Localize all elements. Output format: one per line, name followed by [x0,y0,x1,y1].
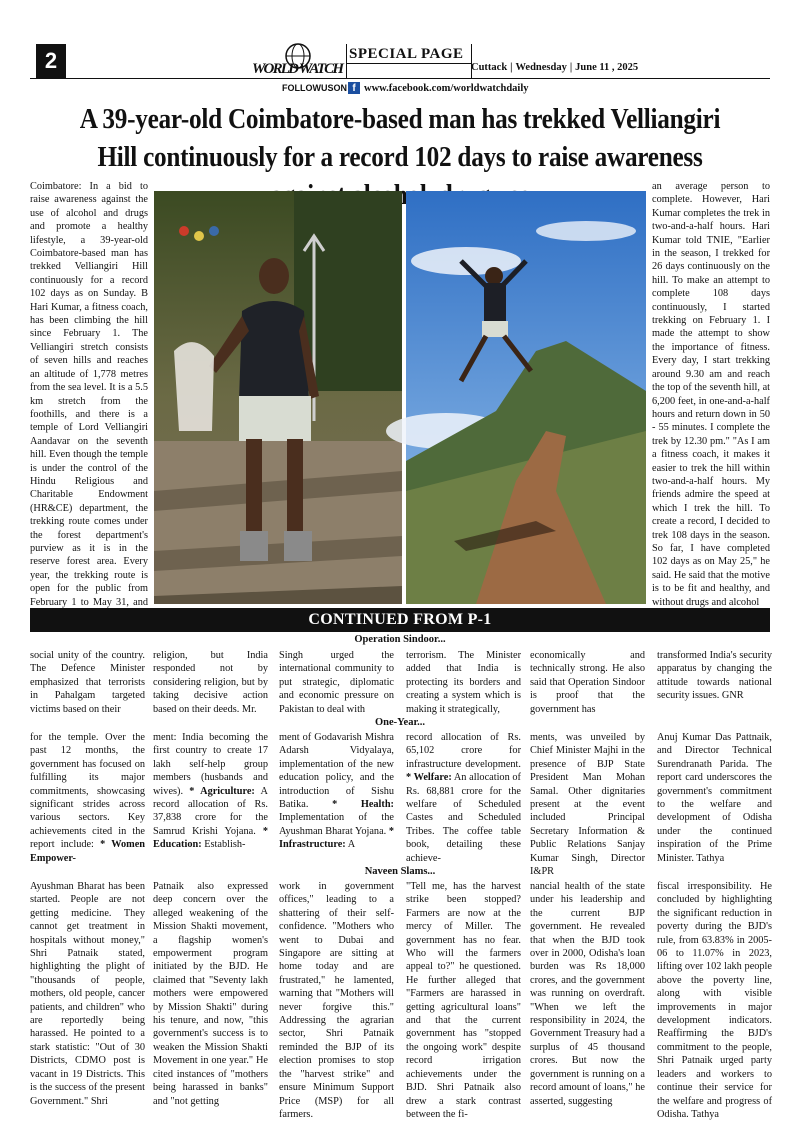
naveen-column-5: nancial health of the state under his leadership and the current BJP government. He revealed that when the BJD took over in 2000, Odisha's loan burden was Rs 18,000 crores, and the government was running on overdraft. "When we left the responsibility in 2024, the Government Treasury had a surplus of 45 thousand crores. But now the government is running on a record amount of loans," he asserted, suggesting [530,881,645,1107]
naveen-column-1: Ayushman Bharat has been started. People are not getting medicine. They cannot get treatment in hospitals without money," Shri Patnaik stated, highlighting the plight of "thousands of people, mothers, old people, cancer patients, and children" who are reportedly being harassed. He pointed to a stark statistic: "Out of 30 Districts, CDMO post is vacant in 19 Districts. This is the success of the present Government." Shri [30,881,145,1107]
one-year-col2-c: Establish- [201,839,246,851]
page-number: 2 [36,44,66,78]
continued-banner: CONTINUED FROM P-1 [30,608,770,632]
one-year-column-5: ments, was unveiled by Chief Minister Majhi in the presence of BJP State President Man Mohan Samal. Other dignitaries present at the event included Principal Secretary Information & Public Relations Sanjay Kumar Singh, Director I&PR [530,732,645,878]
one-year-col1-text: for the temple. Over the past 12 months, the government has focused on fulfilling its major commitments, showcasing significant strides across various sectors. Key achievements cited in the report include: [30,732,145,851]
one-year-col3-c: A [345,839,356,851]
one-year-col2-c-bold: * Education: [153,825,268,851]
operation-sindoor-column-1: social unity of the country. The Defence Minister emphasized that terrorists in Pahalgam targeted victims based on their [30,650,145,715]
masthead-rule [30,78,770,79]
one-year-column-1 [30,731,145,869]
operation-sindoor-column-3: Singh urged the international community to put strategic, diplomatic and economic pressure on Pakistan to deal with [279,650,394,715]
jumping-trekker-photo [406,191,646,604]
dateline-weekday: Wednesday [515,62,567,73]
naveen-column-3: work in government offices," leading to a shattering of their self-confidence. "Mothers who went to Dubai and Singapore are sitting at home today and are frustrated," he lamented, warning that "Mothers will never forgive this." Addressing the agrarian sector, Shri Patnaik reminded the BJP of its election promises to stop the "harvest strike" and ensure Minimum Support Price (MSP) for all farmers. [279,881,394,1120]
one-year-col1-bold: * Women Empower- [30,839,145,864]
svg-text:WORLD WATCH: WORLD WATCH [252,61,344,77]
one-year-col2-a: ment: India becoming the first country to create 17 lakh self-help group members (husbands and wives). [153,732,268,797]
one-year-col2-b: A record allocation of Rs. 37,838 crore for the Samrud Krishi Yojana. [153,785,268,837]
one-year-col4-c: The coffee table book, detailing these achieve- [406,825,522,864]
operation-sindoor-column-2: religion, but India responded not by considering religion, but by taking decisive action based on their deeds. Mr. [153,650,268,715]
one-year-col3-b: Implementation of the Ayushman Bharat Yojana. [279,812,394,837]
facebook-url[interactable]: www.facebook.com/worldwatchdaily [364,82,529,94]
dateline-date: June 11 , 2025 [575,62,639,73]
masthead-divider [346,44,347,78]
naveen-slams-title: Naveen Slams... [364,866,436,877]
one-year-col4-b-bold: * Welfare: [406,772,452,784]
one-year-column-6: Anuj Kumar Das Pattnaik, and Director Technical Surendranath Parida. The report card underscores the government's commitment to the welfare and development of Odisha under the continued inspiration of the Prime Minister. Tathya [657,732,772,864]
dateline: Cuttack | Wednesday | June 11 , 2025 [471,62,639,73]
one-year-column-3 [279,731,394,869]
operation-sindoor-column-4: terrorism. The Minister added that India is protecting its borders and creating a system which is making it strategically, [406,650,521,715]
one-year-column-4 [406,731,521,869]
one-year-col4-a: record allocation of Rs. 65,102 crore for infrastructure development. [406,732,521,770]
one-year-col2-b-bold: * Agriculture: [189,785,255,797]
lead-story-column-2: an average person to complete. However, Hari Kumar completes the trek in two-and-a-half hours. Hari Kumar told TNIE, "Earlier in the season, I trekked for 26 days continuously on the hill. To make an attempt to complete 108 days continuously, I started trekking on February 1. I made the attempt to show the importance of fitness. Every day, I start trekking around 9.30 am and reach the top of the seventh hill, at 6,200 feet, in one-and-a-half hours and return down in 50 - 55 minutes. I complete the trek by 12.30 pm." "As I am a fitness coach, it makes it easier to trek the hill within two-and-a-half hours. My friends admire the speed at which I trek the hill. To create a record, I decided to trek 108 days in the season. So far, I have completed 102 days as on May 25," he said. He said that the motive is to be fit and healthy, and without drugs and alcohol [652,181,770,608]
section-name: SPECIAL PAGE [349,46,464,62]
masthead-rule [346,63,471,64]
one-year-column-2 [153,731,268,869]
naveen-column-6: fiscal irresponsibility. He concluded by highlighting the significant reduction in poverty during the BJD's rule, from 63.83% in 2005-06 to 11.07% in 2023, lifting over 102 lakh people above the poverty line, along with visible improvements in major development indicators. Reaffirming the BJD's commitment to the people, Shri Patnaik urged party leaders and workers to continue their service for the welfare and progress of Odisha. Tathya [657,881,772,1120]
page-headline: A 39-year-old Coimbatore-based man has trekked Velliangiri Hill continuously for a record 102 days to raise awareness [79,103,721,173]
social-follow [282,82,529,94]
one-year-title: One-Year... [374,717,426,728]
operation-sindoor-column-5: economically and technically strong. He also said that Operation Sindoor is proof that the government has [530,650,645,715]
one-year-col3-b-bold: * Health: [332,799,394,811]
one-year-col3-a: ment of Godavarish Mishra Adarsh Vidyalaya, implementation of the new education policy, and the introduction of Sishu Batika. [279,732,394,811]
facebook-icon: f [348,82,360,94]
naveen-column-4: "Tell me, has the harvest strike been stopped? Farmers are now at the mercy of Miller. The government has no fear. Who will the farmers appeal to?" he questioned. He further alleged that "Farmers are harassed in getting agricultural loans" and that the current government has "stopped the ongoing work" despite record irrigation achievements under the BJD. Shri Patnaik also drew a stark contrast between the fi- [406,881,521,1120]
lead-story-column-1: Coimbatore: In a bid to raise awareness against the use of alcohol and drugs and promote a healthy lifestyle, a 39-year-old Coimbatore-based man has trekked Velliangiri Hill continuously for a record 102 days as on Sunday. B Hari Kumar, a fitness coach, has been climbing the hill since February 1. The Velliangiri stretch consists of seven hills and reaches an altitude of 1,778 metres from the sea level. It is a 5.5 km stretch from the foothills, and there is a temple of Lord Velliangiri Aandavar on the seventh hill. Even though the temple is under the control of the Hindu Religious and Charitable Endowment (HR&CE) department, the trekking route comes under the forest department's purview as it is in the reserve forest area. Every year, the trekking route is open for the public from February 1 to May 31, and [30,181,148,608]
one-year-col3-c-bold: * Infrastructure: [279,825,394,851]
trekker-photo [154,191,402,604]
operation-sindoor-title: Operation Sindoor... [354,634,446,645]
naveen-column-2: Patnaik also expressed deep concern over the alleged weakening of the Mission Shakti movement, a flagship women's empowerment program initiated by the BJD. He claimed that "Seventy lakh mothers were empowered by Mission Shakti" during his tenure, and now, "this government's success is to weaken the Mission Shakti Movement in one year." He cited instances of "mothers being harassed in banks" and "not getting [153,881,268,1107]
dateline-city: Cuttack [471,62,508,73]
follow-label: FOLLOWUSON [282,83,347,93]
world-watch-logo [250,42,346,78]
operation-sindoor-column-6: transformed India's security apparatus by changing the attitude towards national security issues. GNR [657,650,772,702]
one-year-col4-b: An allocation of Rs. 68,881 crore for the welfare of Scheduled Castes and Scheduled Tribes. [406,772,521,837]
